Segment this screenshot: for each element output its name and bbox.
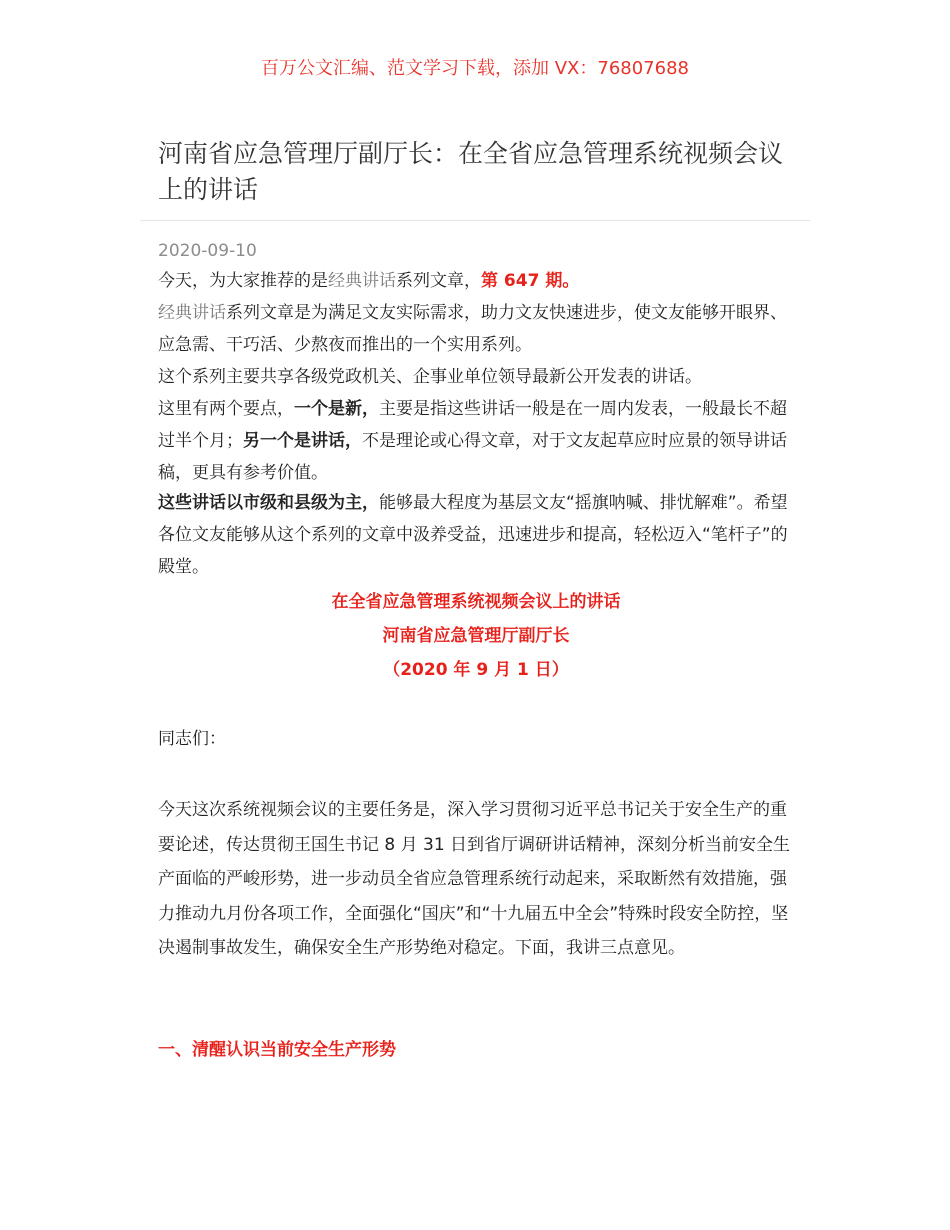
intro-paragraph-5 bbox=[158, 487, 794, 583]
speech-date: （2020 年 9 月 1 日） bbox=[383, 660, 569, 680]
speech-speaker: 河南省应急管理厅副厅长 bbox=[382, 626, 570, 646]
intro-text: 系列文章是为满足文友实际需求，助力文友快速进步，使文友能够开眼界、应急需、干巧活、少熬夜而推出的一个实用系列。 bbox=[158, 303, 787, 355]
key-point-3: 这些讲话以市级和县级为主， bbox=[158, 493, 379, 513]
intro-text: 主要是指这些讲话一般是在一周内发表，一般最长不超过半个月； bbox=[158, 399, 787, 451]
series-name: 经典讲话 bbox=[328, 271, 396, 291]
intro-paragraph-4 bbox=[158, 393, 794, 489]
speech-opening-paragraph: 今天这次系统视频会议的主要任务是，深入学习贯彻习近平总书记关于安全生产的重要论述，传达贯彻王国生书记 8 月 31 日到省厅调研讲话精神，深刻分析当前安全生产面临的严峻形势，进一步动员全省应急管理系统行动起来，采取断然有效措施，强力推动九月份各项工作，全面强化“国庆”和“十九届五中全会”特殊时段安全防控，坚决遏制事故发生，确保安全生产形势绝对稳定。下面，我讲三点意见。 bbox=[158, 800, 791, 958]
intro-text: 今天，为大家推荐的是 bbox=[158, 271, 328, 291]
intro-text: 不是理论或心得文章，对于文友起草应时应景的领导讲话稿，更具有参考价值。 bbox=[158, 431, 787, 483]
header-banner: 百万公文汇编、范文学习下载，添加 VX：76807688 bbox=[261, 58, 689, 79]
intro-text: 能够最大程度为基层文友“摇旗呐喊、排忧解难”。希望各位文友能够从这个系列的文章中汲养受益，迅速进步和提高，轻松迈入“笔杆子”的殿堂。 bbox=[158, 493, 788, 577]
speech-salutation: 同志们： bbox=[158, 729, 226, 749]
article-date: 2020-09-10 bbox=[158, 241, 257, 261]
key-point-2: 另一个是讲话， bbox=[243, 431, 362, 451]
title-divider bbox=[140, 220, 810, 221]
speech-title: 在全省应急管理系统视频会议上的讲话 bbox=[331, 592, 621, 612]
intro-paragraph-1 bbox=[158, 265, 794, 297]
intro-paragraph-2 bbox=[158, 297, 794, 361]
issue-number: 第 647 期。 bbox=[481, 271, 580, 291]
intro-text: 这里有两个要点， bbox=[158, 399, 294, 419]
section-heading-1: 一、清醒认识当前安全生产形势 bbox=[158, 1040, 396, 1060]
article-title: 河南省应急管理厅副厅长：在全省应急管理系统视频会议上的讲话 bbox=[158, 139, 784, 204]
key-point-1: 一个是新， bbox=[294, 399, 379, 419]
intro-text: 系列文章， bbox=[396, 271, 481, 291]
intro-paragraph-3: 这个系列主要共享各级党政机关、企事业单位领导最新公开发表的讲话。 bbox=[158, 367, 702, 387]
series-name: 经典讲话 bbox=[158, 303, 226, 323]
